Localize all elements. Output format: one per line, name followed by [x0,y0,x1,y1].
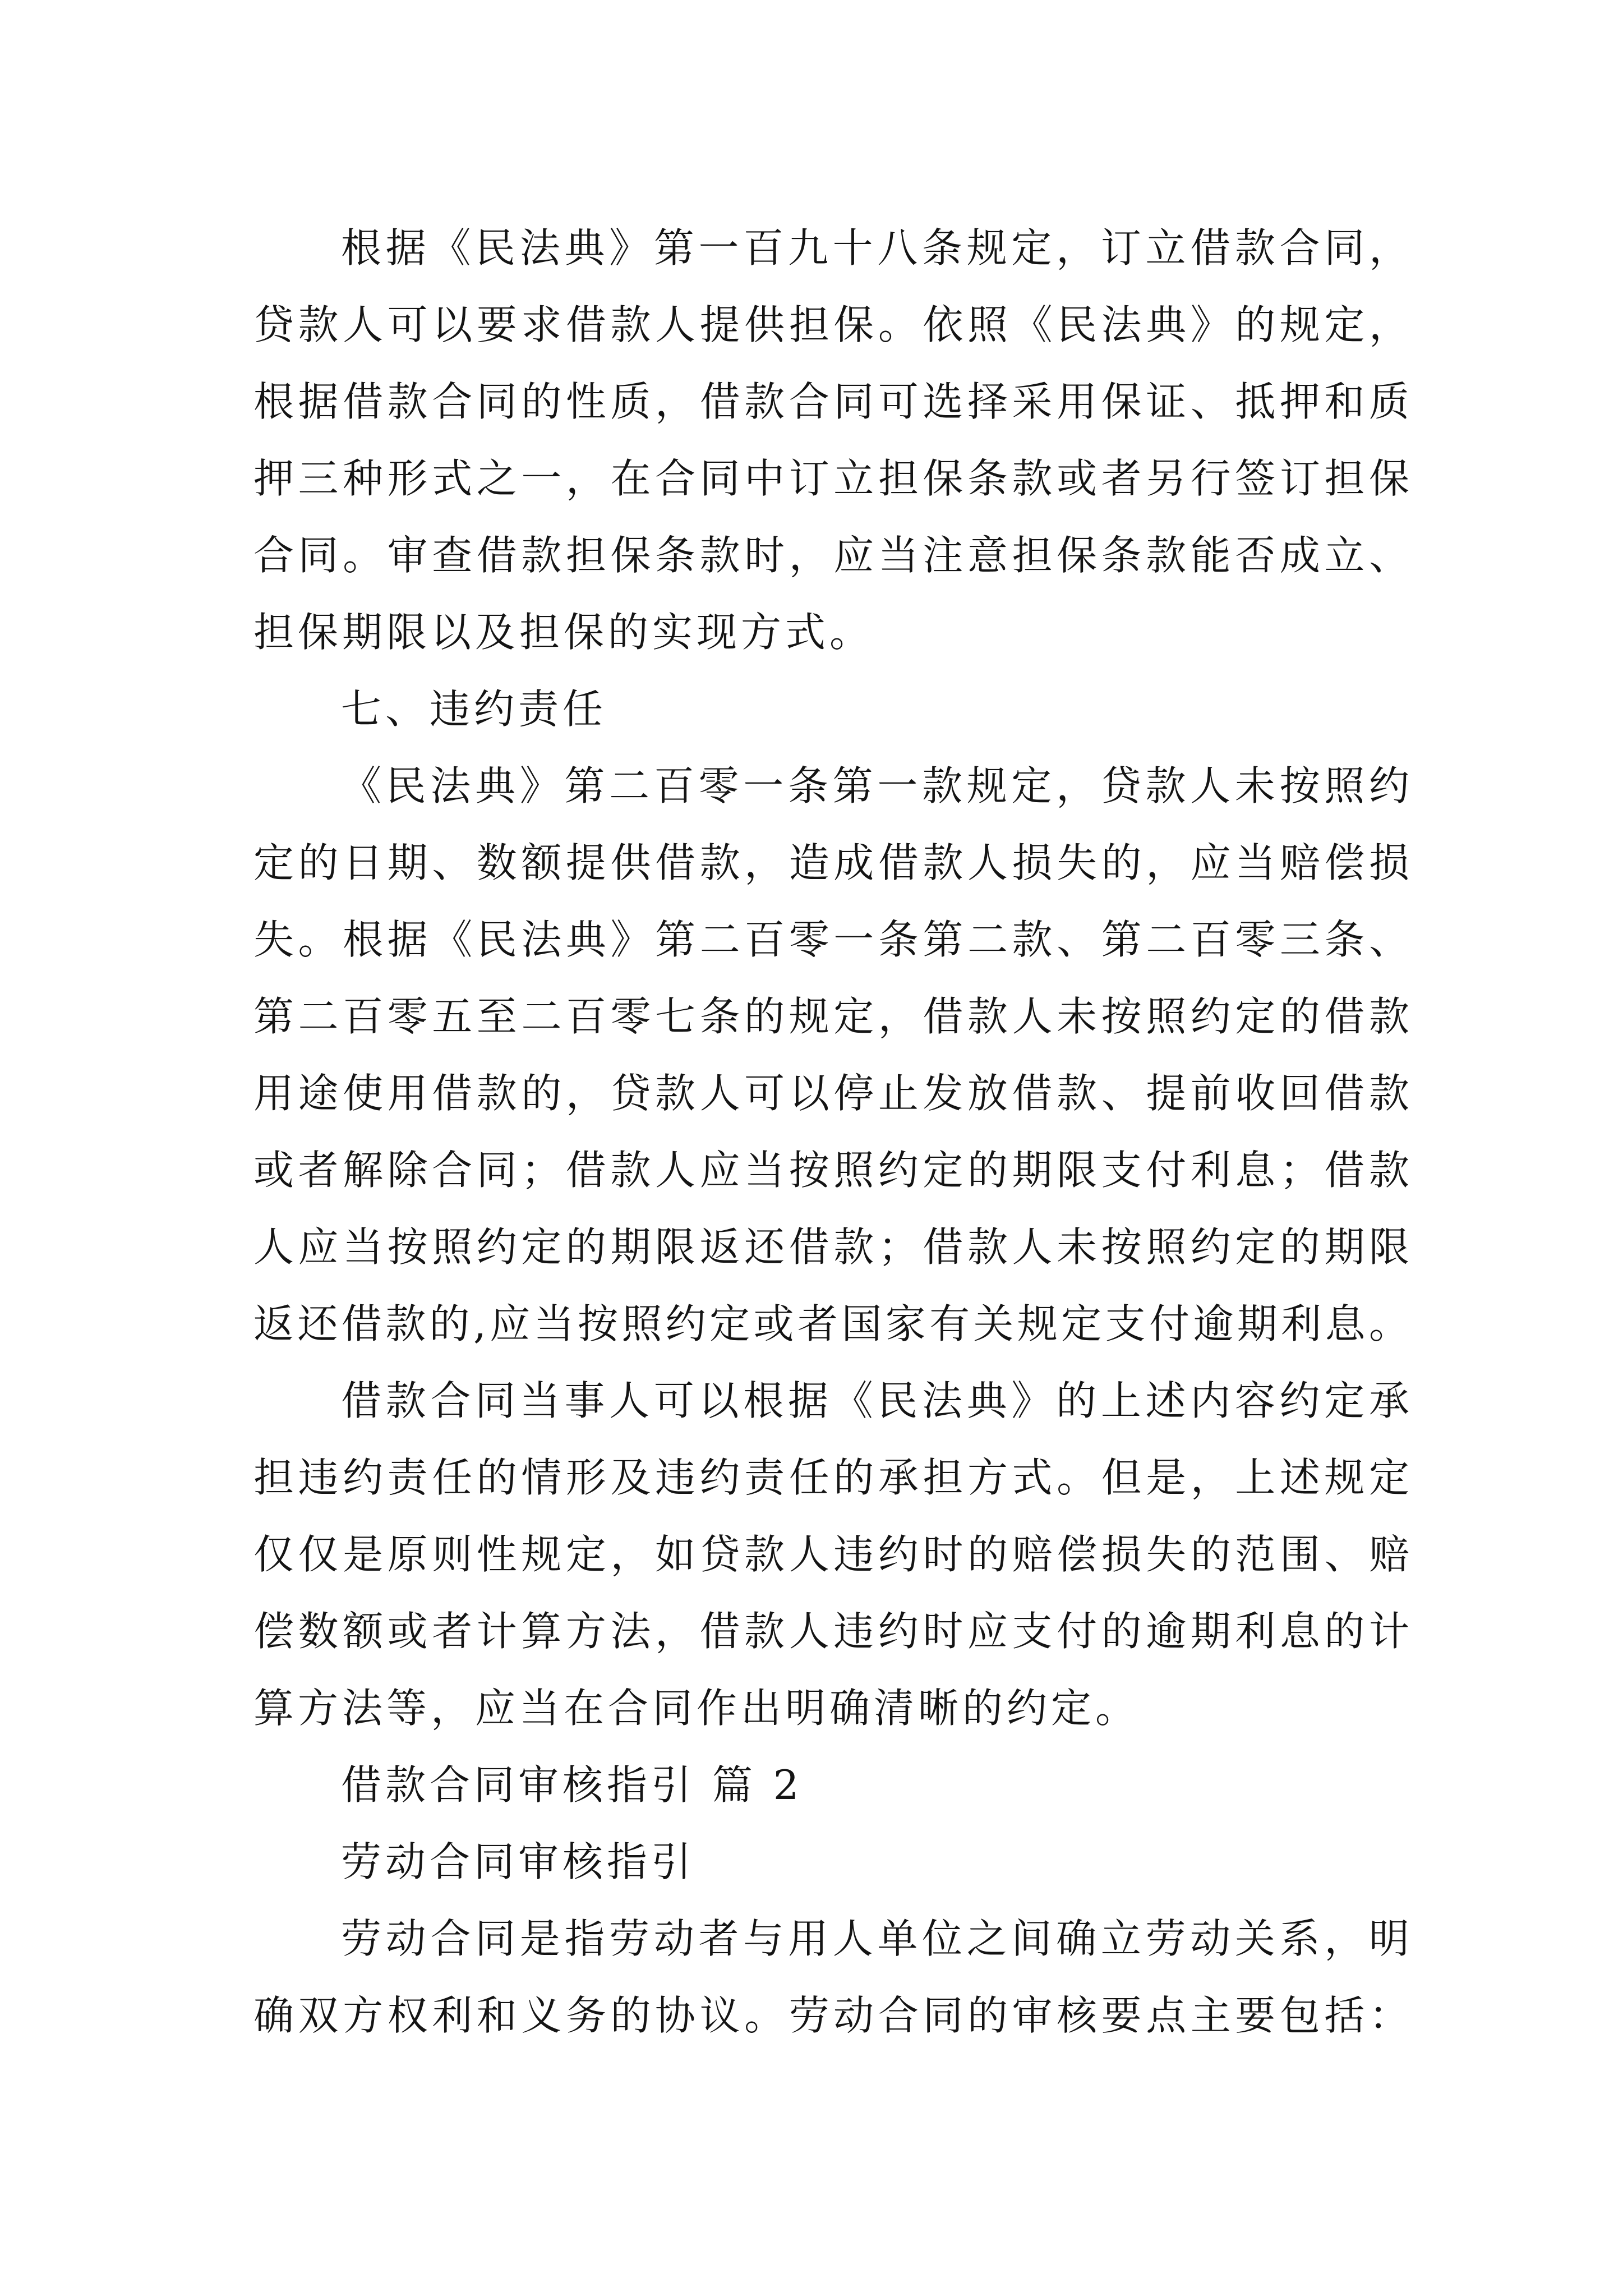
text-line: 借款合同当事人可以根据《民法典》的上述内容约定承 [341,1377,1409,1424]
text-line: 根据《民法典》第一百九十八条规定，订立借款合同， [341,224,1409,272]
paragraph-breach-provisions [253,748,1409,1363]
paragraph-breach-agreement [253,1363,1409,1747]
article-title-loan-contract [253,1747,1409,1824]
text-line: 用途使用借款的，贷款人可以停止发放借款、提前收回借款 [253,1070,1409,1117]
text-line: 定的日期、数额提供借款，造成借款人损失的，应当赔偿损 [253,839,1409,886]
text-line: 贷款人可以要求借款人提供担保。依照《民法典》的规定， [253,301,1409,348]
article-title: 劳动合同审核指引 [341,1838,696,1885]
text-line: 仅仅是原则性规定，如贷款人违约时的赔偿损失的范围、赔 [253,1531,1409,1578]
text-line: 押三种形式之一，在合同中订立担保条款或者另行签订担保 [253,455,1409,502]
text-line: 返还借款的,应当按照约定或者国家有关规定支付逾期利息。 [253,1300,1409,1347]
section-heading-breach-liability [253,671,1409,748]
text-line: 第二百零五至二百零七条的规定，借款人未按照约定的借款 [253,993,1409,1040]
text-line: 担违约责任的情形及违约责任的承担方式。但是，上述规定 [253,1454,1409,1501]
section-heading: 七、违约责任 [341,685,607,733]
article-title-labor-contract [253,1824,1409,1901]
paragraph-loan-guarantee [253,210,1409,671]
text-line: 《民法典》第二百零一条第一款规定，贷款人未按照约 [341,762,1409,809]
text-line: 失。根据《民法典》第二百零一条第二款、第二百零三条、 [253,916,1409,963]
text-line: 担保期限以及担保的实现方式。 [253,609,874,656]
text-line: 偿数额或者计算方法，借款人违约时应支付的逾期利息的计 [253,1608,1409,1655]
text-line: 根据借款合同的性质，借款合同可选择采用保证、抵押和质 [253,378,1409,425]
text-line: 人应当按照约定的期限返还借款；借款人未按照约定的期限 [253,1223,1409,1271]
text-line: 确双方权利和义务的协议。劳动合同的审核要点主要包括： [253,1992,1409,2039]
text-line: 算方法等，应当在合同作出明确清晰的约定。 [253,1685,1140,1732]
text-line: 劳动合同是指劳动者与用人单位之间确立劳动关系，明 [341,1915,1409,1962]
text-line: 或者解除合同；借款人应当按照约定的期限支付利息；借款 [253,1147,1409,1194]
text-line: 合同。审查借款担保条款时，应当注意担保条款能否成立、 [253,532,1409,579]
paragraph-labor-contract-intro [253,1901,1409,2054]
document-body [253,210,1409,2054]
article-title: 借款合同审核指引 篇 2 [341,1761,803,1809]
